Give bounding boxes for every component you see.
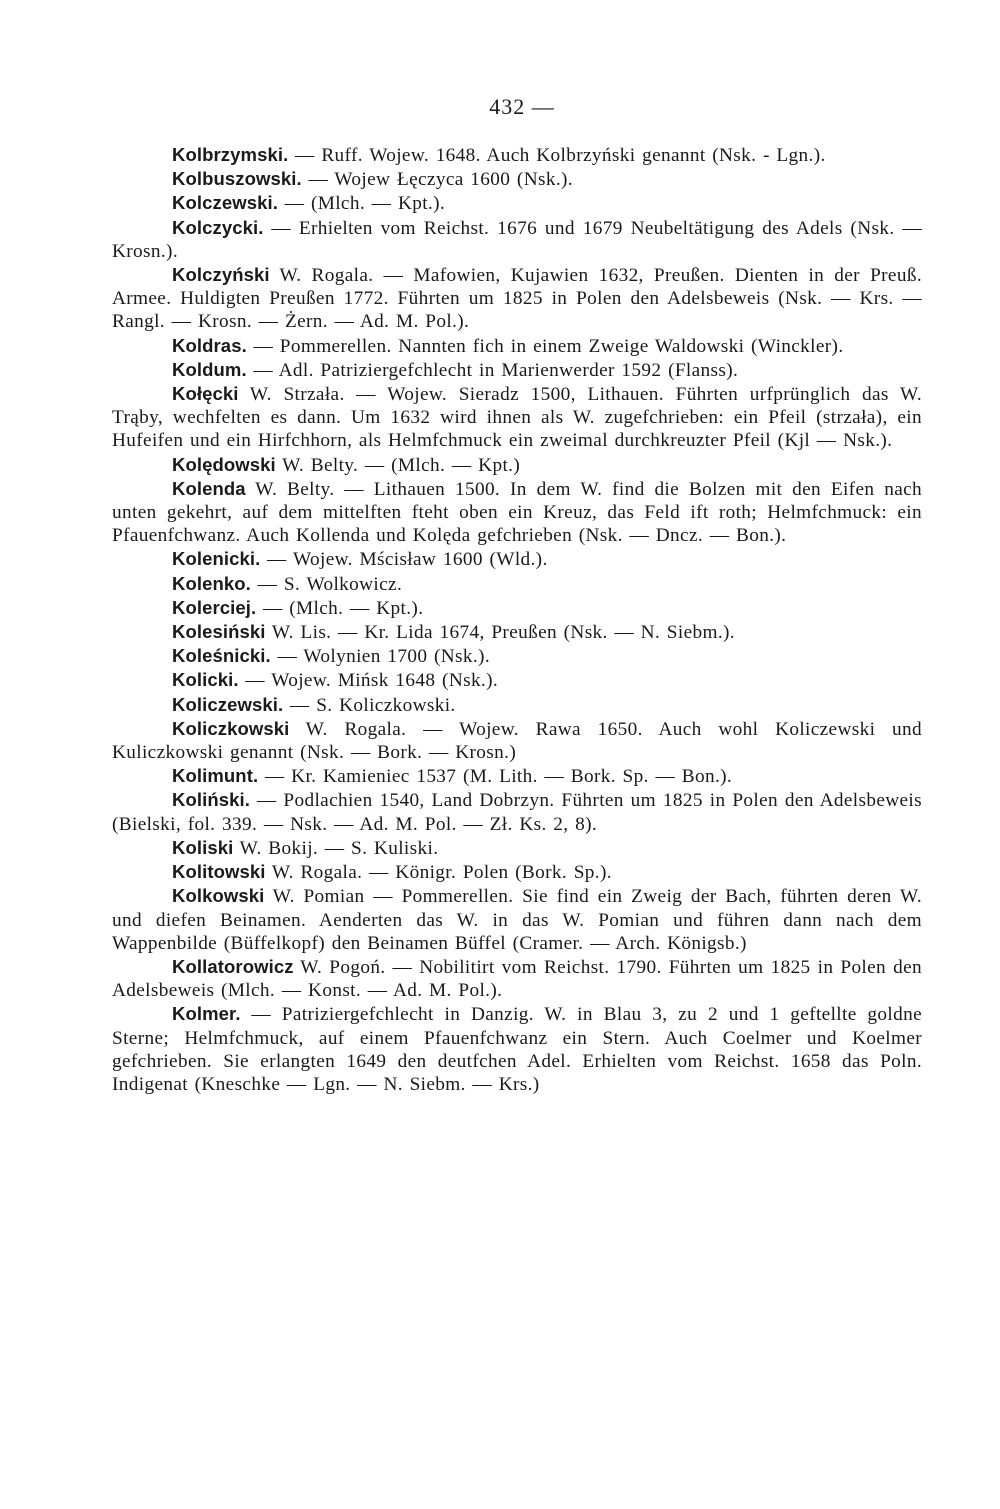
entry-text: W. Belty. — (Mlch. — Kpt.) (275, 454, 521, 476)
entry (112, 693, 922, 717)
entry-text: W. Bokij. — S. Kuliski. (233, 837, 439, 859)
entry (112, 788, 922, 835)
entry-surname: Kolędowski (172, 453, 276, 475)
entry-surname: Kolczyński (172, 264, 270, 286)
entry-text: W. Belty. — Lithauen 1500. In dem W. find die Bolzen mit den Eifen nach unten gekehrt, auf dem mittelften fteht oben ein Kreuz, das Feld ift roth; Helmfchmuck: ein Pfauenfchwanz. Auch Kollenda und Kolęda gefchrieben (Nsk. — Dncz. — Bon.). (112, 478, 922, 547)
entry-surname: Kolbuszowski. (172, 168, 302, 190)
entry-surname: Koleśnicki. (172, 645, 271, 667)
entry-text: — S. Koliczkowski. (283, 694, 456, 716)
entry-text: — Patriziergefchlecht in Danzig. W. in Blau 3, zu 2 und 1 geftellte goldne Sterne; Helmfchmuck, auf einem Pfauenfchwanz ein Stern. Auch Coelmer und Koelmer gefchrieben. Sie erlangten 1649 den deutfchen Adel. Erhielten vom Reichst. 1658 das Poln. Indigenat (Kneschke — Lgn. — N. Siebm. — Krs.) (112, 1004, 922, 1095)
entry-text: — Kr. Kamieniec 1537 (M. Lith. — Bork. Sp. — Bon.). (258, 766, 733, 788)
entry-text: — Wojew Łęczyca 1600 (Nsk.). (301, 169, 573, 191)
page-number: 432 — (489, 94, 555, 119)
entry (112, 477, 922, 548)
entry-text: — Wojew. Mścisław 1600 (Wld.). (260, 549, 548, 571)
entry-surname: Koliczewski. (172, 693, 284, 715)
entry-text: — Erhielten vom Reichst. 1676 und 1679 Neubeltätigung des Adels (Nsk. — Krosn.). (112, 217, 922, 262)
entry (112, 596, 922, 620)
entry-surname: Kolenda (172, 477, 246, 499)
entry-text: — (Mlch. — Kpt.). (277, 193, 446, 215)
entry-text: W. Rogala. — Mafowien, Kujawien 1632, Preußen. Dienten in der Preuß. Armee. Huldigten Preußen 1772. Führten um 1825 in Polen den Adelsbeweis (Nsk. — Krs. — Rangl. — Krosn. — Żern. — Ad. M. Pol.). (112, 265, 922, 333)
entry-surname: Kolimunt. (172, 765, 259, 787)
entry (112, 191, 922, 215)
entry (112, 547, 922, 571)
entry (112, 167, 922, 191)
entry-surname: Koldras. (172, 334, 247, 356)
entry (112, 1002, 922, 1096)
entry (112, 216, 922, 263)
entry-surname: Kolerciej. (172, 596, 257, 618)
entry-text: W. Rogala. — Wojew. Rawa 1650. Auch wohl Koliczewski und Kuliczkowski genannt (Nsk. — Bork. — Krosn.) (112, 718, 922, 764)
entry-surname: Kolicki. (172, 669, 239, 691)
entry-surname: Kolkowski (172, 885, 265, 907)
entry-surname: Kolmer. (172, 1003, 241, 1025)
entry (112, 382, 922, 453)
entry-text: — (Mlch. — Kpt.). (256, 597, 424, 619)
entry-text: — S. Wolkowicz. (250, 573, 403, 595)
entry-surname: Kolitowski (172, 861, 266, 883)
entry-surname: Koliński. (172, 789, 250, 811)
entry-surname: Kolczycki. (172, 216, 264, 238)
entry (112, 358, 922, 382)
entry-text: W. Rogala. — Königr. Polen (Bork. Sp.). (265, 862, 612, 884)
entry-surname: Kolenicki. (172, 548, 261, 570)
entry-surname: Kolczewski. (172, 192, 278, 214)
entry-surname: Kolenko. (172, 572, 251, 594)
entry-surname: Koliski (172, 836, 234, 858)
entry (112, 263, 922, 334)
entry (112, 143, 922, 167)
entry-surname: Koldum. (172, 358, 247, 380)
entry-surname: Kołęcki (172, 383, 239, 405)
entry-list (112, 143, 922, 1096)
entry (112, 334, 922, 358)
entry-text: W. Strzała. — Wojew. Sieradz 1500, Lithauen. Führten urfprünglich das W. Trąby, wechfelten es dann. Um 1632 wird ihnen als W. zugefchrieben: ein Pfeil (strzała), ein Hufeifen und ein Hirfchhorn, als Helmfchmuck ein zweimal durchkreuzter Pfeil (Kjl — Nsk.). (112, 384, 922, 452)
entry (112, 955, 922, 1002)
entry (112, 860, 922, 884)
entry (112, 884, 922, 955)
entry-text: — Wojew. Mińsk 1648 (Nsk.). (238, 670, 499, 692)
entry (112, 644, 922, 668)
entry-text: — Podlachien 1540, Land Dobrzyn. Führten um 1825 in Polen den Adelsbeweis (Bielski, fol. 339. — Nsk. — Ad. M. Pol. — Zł. Ks. 2, 8). (112, 790, 922, 835)
entry (112, 668, 922, 692)
entry-surname: Koliczkowski (172, 717, 290, 739)
entry-text: — Pommerellen. Nannten fich in einem Zweige Waldowski (Winckler). (246, 335, 844, 357)
entry (112, 764, 922, 788)
entry (112, 453, 922, 477)
entry (112, 717, 922, 764)
entry-text: W. Pogoń. — Nobilitirt vom Reichst. 1790. Führten um 1825 in Polen den Adelsbeweis (Mlch. — Konst. — Ad. M. Pol.). (112, 956, 922, 1002)
entry-text: W. Lis. — Kr. Lida 1674, Preußen (Nsk. — N. Siebm.). (265, 622, 735, 644)
entry-text: — Ruff. Wojew. 1648. Auch Kolbrzyński genannt (Nsk. - Lgn.). (288, 145, 826, 166)
entry-text: — Adl. Patriziergefchlecht in Marienwerder 1592 (Flanss). (246, 359, 739, 381)
entry-surname: Kolbrzymski. (172, 144, 289, 165)
entry (112, 572, 922, 596)
entry-surname: Kollatorowicz (172, 955, 294, 977)
entry (112, 620, 922, 644)
entry-text: W. Pomian — Pommerellen. Sie find ein Zweig der Bach, führten deren W. und diefen Beinamen. Aenderten das W. in das W. Pomian und führen dann nach dem Wappenbilde (Büffelkopf) den Beinamen Büffel (Cramer. — Arch. Königsb.) (112, 886, 922, 954)
entry-surname: Kolesiński (172, 621, 266, 643)
entry-text: — Wolynien 1700 (Nsk.). (270, 646, 490, 668)
entry (112, 836, 922, 860)
